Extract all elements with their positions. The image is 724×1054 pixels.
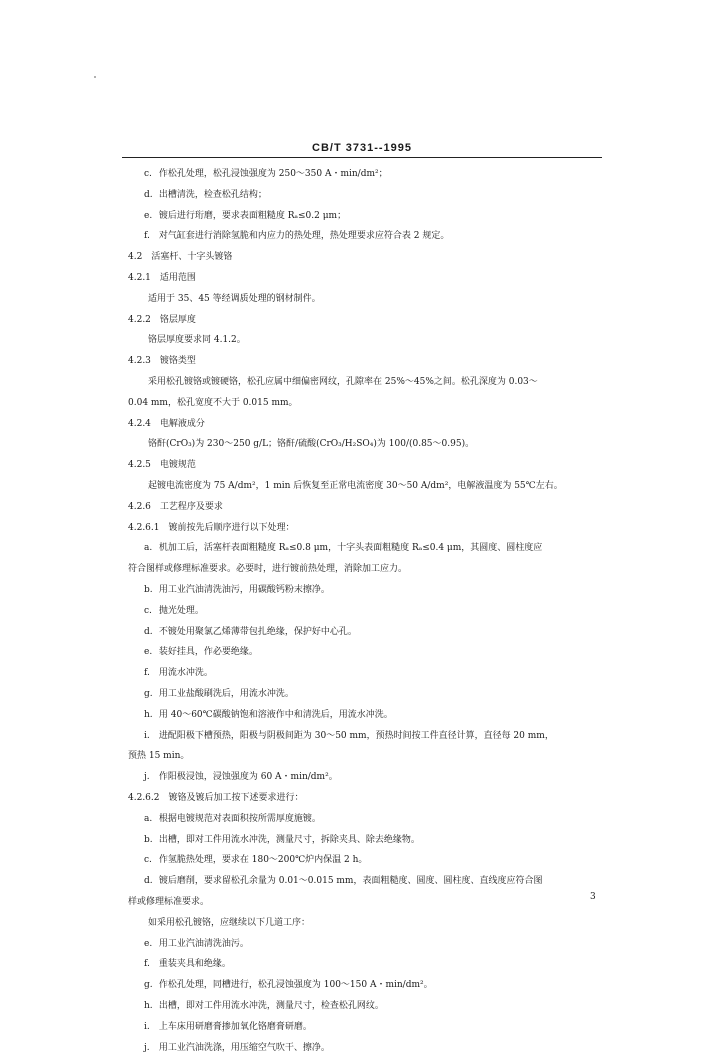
- line-text: 4.2.6 工艺程序及要求: [128, 501, 223, 512]
- list-marker: c.: [144, 169, 152, 179]
- text-line: [128, 563, 407, 575]
- line-text: 作松孔处理，松孔浸蚀强度为 250～350 A・min/dm²；: [158, 169, 388, 179]
- line-text: 机加工后，活塞杆表面粗糙度 Rₐ≤0.8 μm，十字头表面粗糙度 Rₐ≤0.4 μm，其圆度、圆柱度应: [158, 543, 543, 554]
- text-line: [128, 459, 196, 471]
- line-text: 适用于 35、45 等经调质处理的钢材制件。: [148, 293, 321, 304]
- list-marker: b.: [144, 834, 153, 845]
- header-rule: [122, 157, 602, 158]
- line-text: 铬酐(CrO₃)为 230～250 g/L；铬酐/硫酸(CrO₃/H₂SO₄)为 100/(0.85～0.95)。: [148, 439, 475, 450]
- text-line: [128, 314, 196, 326]
- list-marker: j.: [144, 772, 150, 783]
- list-marker: a.: [144, 543, 153, 554]
- line-text: 4.2.6.2 镀铬及镀后加工按下述要求进行：: [128, 793, 304, 803]
- text-line: [148, 480, 563, 492]
- line-text: 用工业汽油清洗油污，用碳酸钙粉末擦净。: [158, 585, 330, 595]
- text-line: [128, 355, 196, 367]
- line-text: 不镀处用聚氯乙烯薄带包扎绝缘，保护好中心孔。: [158, 626, 357, 637]
- line-text: 装好挂具，作必要绝缘。: [158, 647, 258, 658]
- line-text: 4.2.6.1 镀前按先后顺序进行以下处理：: [128, 522, 295, 533]
- text-line: [144, 771, 338, 783]
- line-text: 重装夹具和绝缘。: [158, 959, 231, 970]
- line-text: 出槽清洗，检查松孔结构；: [158, 189, 267, 200]
- text-line: [128, 272, 196, 284]
- line-text: 符合图样或修理标准要求。必要时，进行镀前热处理，消除加工应力。: [128, 564, 408, 575]
- text-line: [144, 1000, 384, 1012]
- list-marker: i.: [144, 1021, 150, 1032]
- text-line: [144, 834, 420, 846]
- line-text: 铬层厚度要求同 4.1.2。: [148, 335, 246, 346]
- list-marker: c.: [144, 855, 152, 866]
- line-text: 如采用松孔镀铬，应继续以下几道工序：: [148, 917, 311, 928]
- line-text: 样或修理标准要求。: [128, 897, 210, 907]
- line-text: 根据电镀规范对表面积按所需厚度施镀。: [158, 813, 321, 824]
- text-line: [144, 626, 357, 638]
- list-marker: i.: [144, 730, 150, 741]
- text-line: [144, 189, 267, 201]
- line-text: 出槽，即对工件用流水冲洗，测量尺寸，检查松孔网纹。: [158, 1001, 384, 1011]
- line-text: 4.2.3 镀铬类型: [128, 356, 196, 367]
- list-marker: d.: [144, 189, 153, 200]
- list-marker: f.: [144, 231, 150, 242]
- line-text: 上车床用研磨膏掺加氧化铬磨膏研磨。: [158, 1021, 312, 1032]
- line-text: 进配阳极下槽预热，阳极与阴极间距为 30～50 mm，预热时间按工件直径计算，直径每 20 mm，: [158, 730, 554, 741]
- text-line: [128, 792, 304, 804]
- line-text: 镀后进行珩磨，要求表面粗糙度 Rₐ≤0.2 μm；: [158, 210, 347, 221]
- list-marker: j.: [144, 1042, 150, 1053]
- page-number: 3: [590, 892, 596, 902]
- text-line: [128, 896, 209, 908]
- list-marker: e.: [144, 938, 153, 949]
- text-line: [128, 251, 232, 263]
- line-text: 4.2 活塞杆、十字头镀铬: [128, 252, 233, 263]
- line-text: 4.2.4 电解液成分: [128, 418, 205, 429]
- text-line: [144, 210, 346, 222]
- line-text: 用工业汽油洗涤，用压缩空气吹干、擦净。: [158, 1042, 330, 1053]
- text-line: [128, 522, 295, 534]
- text-line: [144, 875, 542, 887]
- list-marker: c.: [144, 605, 152, 616]
- list-marker: b.: [144, 585, 153, 595]
- scan-speck: [94, 76, 96, 78]
- text-line: [144, 813, 321, 825]
- list-marker: e.: [144, 647, 153, 658]
- line-text: 预热 15 min。: [128, 751, 190, 762]
- text-line: [148, 438, 474, 450]
- text-line: [144, 938, 249, 950]
- line-text: 4.2.2 铬层厚度: [128, 314, 196, 325]
- document-header: CB/T 3731--1995: [312, 142, 412, 154]
- line-text: 4.2.5 电镀规范: [128, 460, 196, 471]
- line-text: 作阳极浸蚀，浸蚀强度为 60 A・min/dm²。: [158, 772, 338, 783]
- text-line: [128, 750, 189, 762]
- text-line: [148, 293, 321, 305]
- text-line: [144, 605, 204, 617]
- text-line: [128, 418, 205, 430]
- list-marker: d.: [144, 626, 153, 637]
- text-line: [148, 376, 538, 388]
- text-line: [144, 667, 213, 679]
- line-text: 作松孔处理，同槽进行，松孔浸蚀强度为 100～150 A・min/dm²。: [158, 980, 433, 991]
- list-marker: f.: [144, 668, 150, 679]
- list-marker: a.: [144, 813, 153, 824]
- text-line: [144, 168, 388, 180]
- list-marker: f.: [144, 959, 150, 970]
- line-text: 作氢脆热处理，要求在 180～200℃炉内保温 2 h。: [158, 855, 368, 866]
- line-text: 抛光处理。: [158, 605, 204, 616]
- line-text: 对气缸套进行消除氢脆和内应力的热处理，热处理要求应符合表 2 规定。: [158, 231, 450, 242]
- text-line: [144, 688, 294, 700]
- text-line: [144, 646, 258, 658]
- line-text: 4.2.1 适用范围: [128, 273, 196, 283]
- line-text: 用 40～60℃碳酸钠饱和溶液作中和清洗后，用流水冲洗。: [158, 709, 393, 720]
- text-line: [128, 397, 298, 409]
- text-line: [144, 979, 433, 991]
- line-text: 采用松孔镀铬或镀硬铬，松孔应属中细偏密网纹，孔隙率在 25%～45%之间。松孔深度为 0.03～: [148, 377, 538, 387]
- line-text: 用流水冲洗。: [158, 668, 213, 679]
- text-line: [144, 542, 542, 554]
- text-line: [144, 230, 449, 242]
- line-text: 用工业盐酸刷洗后，用流水冲洗。: [158, 689, 294, 699]
- text-line: [144, 709, 393, 721]
- text-line: [144, 1021, 312, 1033]
- list-marker: e.: [144, 210, 153, 221]
- list-marker: g.: [144, 689, 153, 699]
- list-marker: d.: [144, 876, 153, 887]
- line-text: 用工业汽油清洗油污。: [158, 938, 249, 949]
- text-line: [144, 730, 554, 742]
- text-line: [128, 501, 223, 513]
- text-line: [144, 958, 231, 970]
- text-line: [148, 334, 246, 346]
- line-text: 出槽，即对工件用流水冲洗，测量尺寸，拆除夹具、除去绝缘物。: [158, 834, 420, 845]
- text-line: [148, 917, 310, 929]
- list-marker: g.: [144, 980, 153, 991]
- list-marker: h.: [144, 709, 153, 720]
- text-line: [144, 1042, 330, 1054]
- text-line: [144, 584, 330, 596]
- line-text: 起镀电流密度为 75 A/dm²，1 min 后恢复至正常电流密度 30～50 A/dm²，电解液温度为 55℃左右。: [148, 481, 563, 491]
- line-text: 镀后磨削，要求留松孔余量为 0.01～0.015 mm，表面粗糙度、圆度、圆柱度、直线度应符合图: [158, 876, 543, 887]
- list-marker: h.: [144, 1001, 153, 1011]
- text-line: [144, 854, 367, 866]
- line-text: 0.04 mm，松孔宽度不大于 0.015 mm。: [128, 397, 298, 408]
